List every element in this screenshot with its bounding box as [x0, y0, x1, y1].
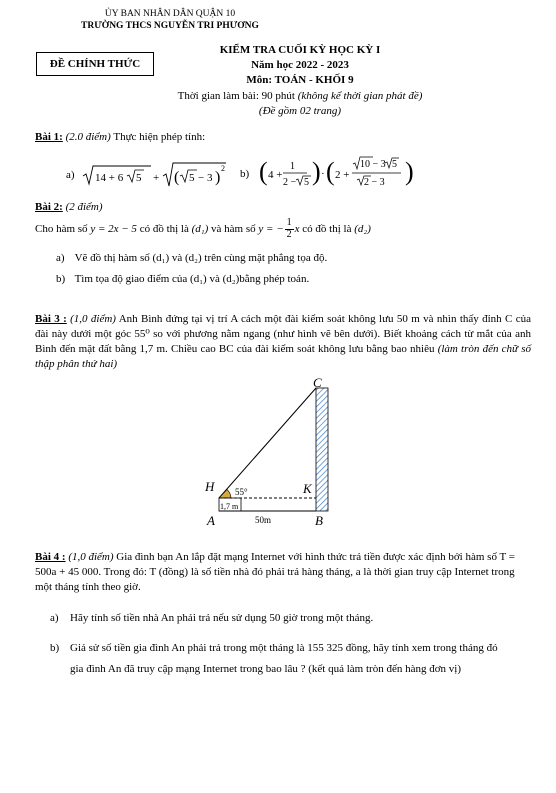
q2-func2-den: 2: [286, 228, 292, 240]
label-a: A: [207, 513, 215, 528]
official-badge: ĐỀ CHÍNH THỨC: [36, 52, 154, 76]
q4-part-a: [50, 611, 530, 626]
q3-points: (1,0 điểm): [70, 313, 116, 325]
school-year: Năm học 2022 - 2023: [251, 59, 349, 71]
distance-label: 50m: [255, 515, 272, 525]
eye-height-label: 1,7 m: [220, 502, 239, 511]
svg-text:(: (: [173, 169, 179, 186]
q4-body: [35, 550, 521, 595]
q2-d2: (d₂): [354, 222, 371, 235]
q2-a-label: a): [56, 252, 65, 264]
svg-text:2: 2: [220, 164, 225, 173]
svg-text:10 − 3: 10 − 3: [360, 159, 386, 170]
time-note: (không kể thời gian phát đề): [297, 90, 423, 102]
svg-text:− 3: − 3: [197, 172, 213, 184]
svg-text:(: (: [259, 157, 268, 186]
q2-part-a: [56, 251, 536, 266]
label-h: H: [205, 479, 215, 494]
q2-part-b: [56, 272, 536, 287]
q2-func2-num: 1: [286, 217, 292, 228]
q3-text: Anh Bình đứng tại vị trí A cách một đài kiểm soát không lưu 50 m và nhìn thấy đỉnh C của đài này dưới một góc 55⁰ so với phương nằm ngang (như hình vẽ bên dưới). Biết khoảng cách từ mắt của anh Bình đến mặt đất bằng 1,7 m. Chiều cao BC của đài kiểm soát không lưu bằng bao nhiêu: [35, 313, 531, 355]
q2-intro-1: Cho hàm số: [35, 222, 88, 235]
q2-intro-2: có đồ thị là: [139, 222, 189, 235]
exam-title: KIỂM TRA CUỐI KỲ HỌC KỲ I: [219, 44, 381, 56]
q2-func2-prefix: y = −: [258, 222, 284, 235]
q2-intro: [35, 214, 545, 244]
q2-d1: (d₁): [191, 222, 209, 235]
q2-heading: [35, 200, 535, 215]
svg-text:2 +: 2 +: [335, 169, 350, 181]
q1-part-b: [240, 155, 440, 193]
subject: Môn: TOÁN - KHỐI 9: [246, 74, 354, 86]
svg-text:(: (: [326, 157, 335, 186]
q2-intro-3: và hàm số: [211, 222, 256, 235]
svg-text:·: ·: [321, 168, 325, 180]
q4-b-text: Giả sử số tiền gia đình An phải trả trong một tháng là 155 325 đồng, hãy tính xem trong tháng đó gia đình An đã truy cập mạng Internet trong bao lâu ? (kết quả làm tròn đến hàng đơn vị): [70, 642, 498, 676]
q1-text: Thực hiện phép tính:: [113, 131, 206, 143]
label-b: B: [315, 513, 323, 528]
q2-intro-4: có đồ thị là: [302, 222, 352, 235]
q4-a-label: a): [50, 612, 59, 624]
label-k: K: [303, 481, 312, 496]
q1-points: (2.0 điểm): [65, 131, 111, 143]
q1-a-label: a): [66, 168, 75, 181]
sight-line: [219, 388, 316, 498]
q1-b-label: b): [240, 167, 250, 180]
tower: [316, 388, 328, 511]
q4-a-text: Hãy tính số tiền nhà An phải trả nếu sử dụng 50 giờ trong một tháng.: [70, 612, 374, 624]
svg-text:): ): [312, 157, 321, 186]
q1-b-formula: [259, 155, 434, 193]
q2-points: (2 điểm): [65, 201, 103, 213]
q2-b-text: Tìm tọa độ giao điểm của (d₁) và (d₂)bằng phép toán.: [74, 273, 310, 285]
svg-text:5: 5: [304, 177, 310, 188]
svg-text:5: 5: [392, 159, 398, 170]
q1-a-formula: [81, 160, 231, 190]
angle-label: 55°: [235, 487, 248, 497]
q1-heading: [35, 130, 535, 145]
svg-text:5: 5: [188, 172, 195, 184]
time-label: Thời gian làm bài: 90 phút: [177, 90, 295, 102]
q1-label: Bài 1:: [35, 131, 63, 143]
q4-part-b: [50, 638, 498, 681]
svg-text:2 −: 2 −: [283, 177, 297, 188]
svg-text:): ): [405, 157, 414, 186]
q2-a-text: Vẽ đồ thị hàm số (d₁) và (d₂) trên cùng mặt phẳng tọa độ.: [74, 252, 328, 264]
q2-b-label: b): [56, 273, 66, 285]
svg-text:4 +: 4 +: [268, 169, 283, 181]
q3-label: Bài 3 :: [35, 313, 67, 325]
q3-figure: [195, 375, 345, 530]
q2-func2-fraction: [285, 218, 294, 240]
q4-points: (1,0 điểm): [68, 551, 114, 563]
q4-b-label: b): [50, 642, 60, 654]
committee-name: ỦY BAN NHÂN DÂN QUẬN 10: [104, 9, 236, 19]
q4-label: Bài 4 :: [35, 551, 66, 563]
q2-label: Bài 2:: [35, 201, 63, 213]
svg-text:14 + 6: 14 + 6: [94, 172, 123, 184]
svg-text:+: +: [152, 172, 159, 184]
q1-part-a: [66, 160, 246, 190]
q4-text: Gia đình bạn An lắp đặt mạng Internet với hình thức trả tiền được xác định bởi hàm số T = 500a + 45 000. Trong đó: T (đồng) là số tiền nhà đó phải trả hàng tháng, a là thời gian truy cập Internet trong một tháng tính theo giờ.: [35, 551, 515, 593]
time-line: [100, 89, 500, 104]
svg-text:2 − 3: 2 − 3: [364, 177, 385, 188]
q3-body: [35, 312, 531, 371]
svg-text:5: 5: [135, 172, 142, 184]
svg-text:): ): [214, 169, 220, 186]
q2-func1: y = 2x − 5: [90, 222, 137, 235]
q3-note: (làm tròn đến chữ số thập phân thứ hai): [35, 342, 532, 370]
q2-func2-suffix: x: [294, 222, 300, 235]
svg-text:1: 1: [290, 161, 296, 172]
page-count: (Đề gồm 02 trang): [258, 105, 342, 117]
school-name: TRƯỜNG THCS NGUYỄN TRI PHƯƠNG: [81, 21, 259, 31]
label-c: C: [313, 375, 322, 390]
